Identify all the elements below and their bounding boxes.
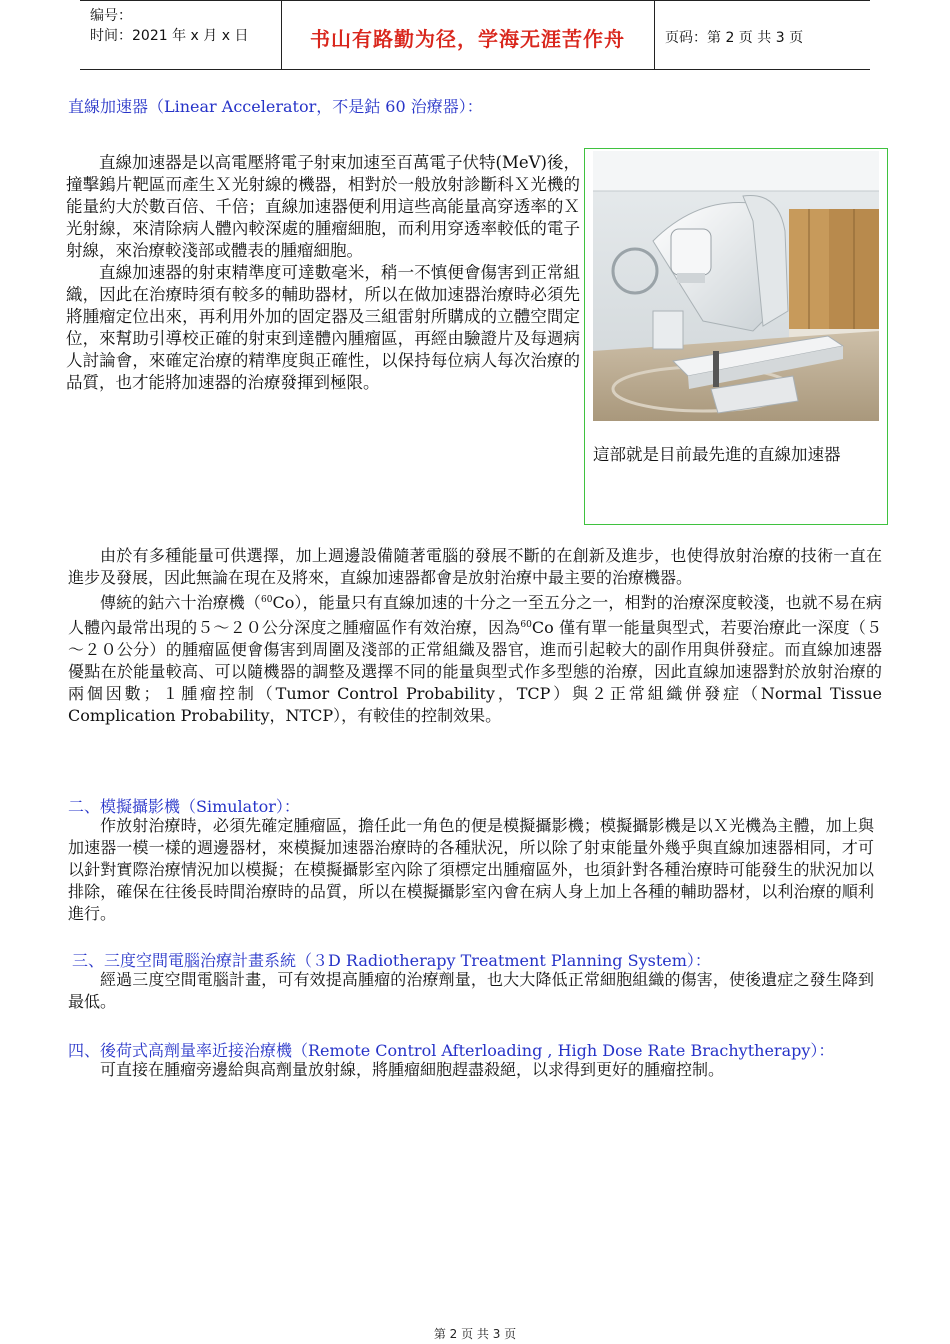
cobalt-superscript-2: 60 bbox=[520, 620, 532, 630]
linac-paragraph-1: 直線加速器是以高電壓將電子射束加速至百萬電子伏特(MeV)後，撞擊鎢片靶區而產生Ｘ光射線的機器，相對於一般放射診斷科Ｘ光機的能量約大於數百倍、千倍；直線加速器便利用這些高能量高穿透率的Ｘ光射線，來清除病人體內較深處的腫瘤細胞，而利用穿透率較低的電子射線，來治療較淺部或體表的腫瘤細胞。 bbox=[66, 153, 580, 260]
page-header bbox=[80, 0, 870, 70]
linac-paragraph-2: 直線加速器的射束精準度可達數毫米，稍一不慎便會傷害到正常組織，因此在治療時須有較多的輔助器材，所以在做加速器治療時必須先將腫瘤定位出來，再利用外加的固定器及三組雷射所購成的立體空間定位，來幫助引導校正確的射束到達體內腫瘤區，再經由驗證片及每週病人討論會，來確定治療的精準度與正確性，以保持每位病人每次治療的品質，也才能將加速器的治療發揮到極限。 bbox=[66, 263, 580, 392]
header-motto-cell bbox=[281, 1, 655, 69]
simulator-text bbox=[68, 815, 874, 925]
simulator-paragraph: 作放射治療時，必須先確定腫瘤區，擔任此一角色的便是模擬攝影機；模擬攝影機是以Ｘ光機為主體，加上與加速器一模一樣的週邊器材，來模擬加速器治療時的各種狀況，所以除了射束能量外幾乎與直線加速器相同，才可以針對實際治療情況加以模擬；在模擬攝影室內除了須標定出腫瘤區外，也須針對各種治療時可能發生的狀況加以排除，確保在往後長時間治療時的品質，所以在模擬攝影室內會在病人身上加上各種的輔助器材，以利治療的順利進行。 bbox=[68, 816, 874, 923]
header-page-number: 页码：第 2 页 共 3 页 bbox=[665, 30, 804, 46]
brachytherapy-paragraph: 可直接在腫瘤旁邊給與高劑量放射線，將腫瘤細胞趕盡殺絕，以求得到更好的腫瘤控制。 bbox=[100, 1060, 725, 1079]
header-motto: 书山有路勤为径，学海无涯苦作舟 bbox=[310, 27, 625, 51]
page-footer: 第 2 页 共 3 页 bbox=[433, 1327, 517, 1341]
document-number-label: 编号： bbox=[90, 8, 132, 24]
simulator-heading: 二、模擬攝影機（Simulator）： bbox=[68, 797, 300, 816]
linac-heading: 直線加速器（Linear Accelerator，不是鈷 60 治療器）： bbox=[68, 97, 483, 116]
linac-paragraph-3: 由於有多種能量可供選擇，加上週邊設備隨著電腦的發展不斷的在創新及進步，也使得放射治療的技術一直在進步及發展，因此無論在現在及將來，直線加速器都會是放射治療中最主要的治療機器。 bbox=[68, 546, 882, 587]
linac-photo-frame bbox=[584, 148, 888, 525]
tps-heading: 三、三度空間電腦治療計畫系統（３D Radiotherapy Treatment Planning System）： bbox=[72, 951, 711, 970]
cobalt-text-a: 傳統的鈷六十治療機（ bbox=[100, 593, 261, 612]
brachytherapy-text bbox=[68, 1059, 874, 1081]
photo-caption: 這部就是目前最先進的直線加速器 bbox=[593, 445, 841, 464]
linac-extended-text bbox=[68, 545, 882, 727]
tps-text bbox=[68, 969, 874, 1013]
cobalt-superscript-1: 60 bbox=[261, 595, 273, 605]
linac-intro-text bbox=[66, 152, 580, 394]
linac-paragraph-4 bbox=[68, 589, 882, 727]
header-meta-cell bbox=[80, 1, 282, 69]
cobalt-text-c: Co 僅有單一能量與型式，若要治療此一深度（５～２０公分）的腫瘤區便會傷害到周圍及淺部的正常組織及器官，進而引起較大的副作用與併發症。而直線加速器優點在於能量較高、可以隨機器的調整及選擇不同的能量與型式作多型態的治療，因此直線加速器對於放射治療的兩個因數；１腫瘤控制（Tumor Control Probability，TCP）與２正常組織併發症（Normal Tissue Complication Probability，NTCP），有較佳的控制效果。 bbox=[68, 618, 882, 725]
linac-machine-photo bbox=[593, 151, 879, 421]
tps-paragraph: 經過三度空間電腦計畫，可有效提高腫瘤的治療劑量，也大大降低正常細胞組織的傷害，使後遺症之發生降到最低。 bbox=[68, 970, 874, 1011]
brachytherapy-heading: 四、後荷式高劑量率近接治療機（Remote Control Afterloading , High Dose Rate Brachytherapy）： bbox=[68, 1041, 835, 1060]
document-date-label: 时间：2021 年 x 月 x 日 bbox=[90, 28, 249, 44]
cobalt-text-b: Co），能量只有直線加速的十分之一至五分之一，相對的治療深度較淺，也就不易在病人體內最常出現的５～２０公分深度之腫瘤區作有效治療，因為 bbox=[68, 593, 882, 637]
linac-photo-illustration bbox=[593, 151, 879, 421]
header-page-cell bbox=[655, 1, 870, 69]
